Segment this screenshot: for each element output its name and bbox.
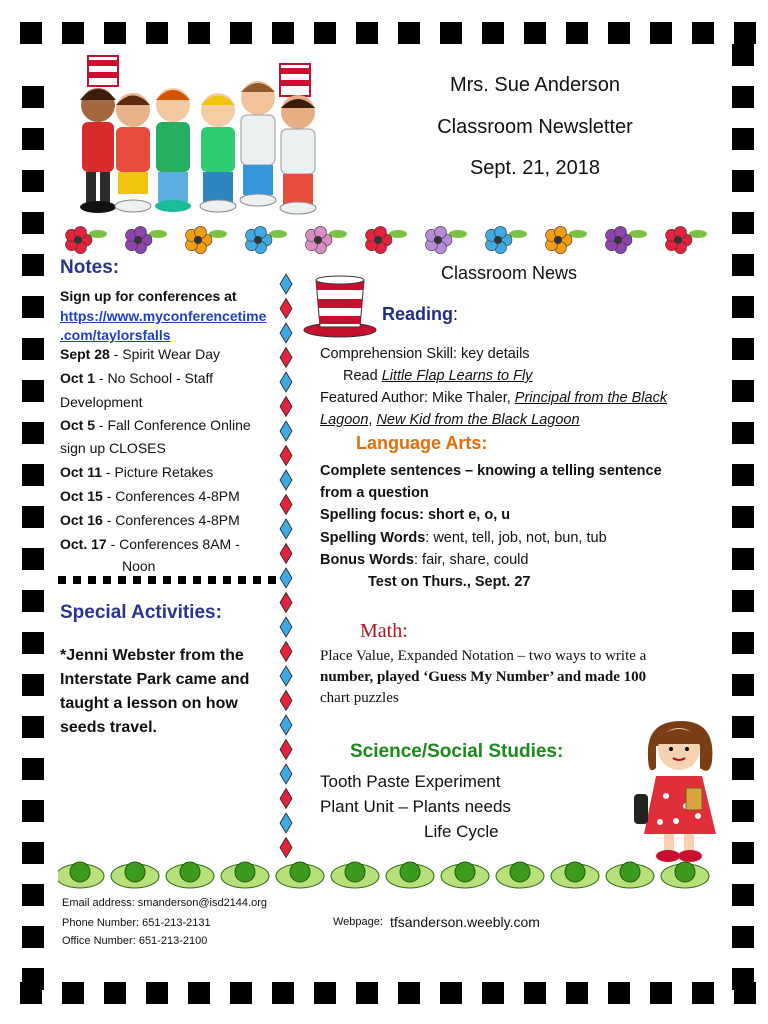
border-square bbox=[22, 548, 44, 570]
phone-number: Phone Number: 651-213-2131 bbox=[62, 917, 211, 929]
border-square bbox=[356, 982, 378, 1004]
science-title: Science/Social Studies: bbox=[350, 741, 564, 762]
fish-icon bbox=[280, 519, 292, 539]
fish-icon bbox=[280, 740, 292, 760]
author-book2: New Kid from the Black Lagoon bbox=[376, 412, 580, 428]
border-square bbox=[608, 982, 630, 1004]
flower-icon bbox=[186, 226, 227, 253]
notes-item-date: Oct 5 bbox=[60, 417, 96, 433]
math-line1: Place Value, Expanded Notation – two ways to write a bbox=[320, 648, 647, 664]
fish-icon bbox=[280, 544, 292, 564]
dash-square bbox=[88, 576, 96, 584]
fish-icon bbox=[280, 715, 292, 735]
border-square bbox=[732, 506, 754, 528]
border-square bbox=[732, 968, 754, 990]
fish-icon bbox=[280, 617, 292, 637]
border-square bbox=[22, 170, 44, 192]
notes-item-text: - Conferences 4-8PM bbox=[102, 488, 240, 504]
notes-item-date: Oct 11 bbox=[60, 464, 103, 480]
border-square bbox=[650, 22, 672, 44]
border-square bbox=[22, 296, 44, 318]
border-square bbox=[732, 842, 754, 864]
fish-icon bbox=[280, 789, 292, 809]
border-square bbox=[608, 22, 630, 44]
striped-hat-icon bbox=[302, 272, 378, 338]
fish-icon bbox=[280, 470, 292, 490]
border-square bbox=[566, 982, 588, 1004]
border-square bbox=[482, 982, 504, 1004]
border-square bbox=[188, 982, 210, 1004]
spelling-words bbox=[320, 527, 607, 549]
border-square bbox=[482, 22, 504, 44]
border-square bbox=[732, 758, 754, 780]
border-square bbox=[22, 758, 44, 780]
notes-item bbox=[122, 556, 155, 576]
fish-icon bbox=[280, 299, 292, 319]
border-square bbox=[650, 982, 672, 1004]
green-egg-icon bbox=[441, 862, 489, 888]
border-square bbox=[22, 422, 44, 444]
border-square bbox=[22, 506, 44, 528]
border-square bbox=[524, 22, 546, 44]
border-square bbox=[22, 338, 44, 360]
green-egg-icon bbox=[331, 862, 379, 888]
bonus-label: Bonus Words bbox=[320, 552, 414, 568]
border-square bbox=[732, 86, 754, 108]
teacher-name: Mrs. Sue Anderson bbox=[449, 74, 621, 96]
green-egg-icon bbox=[58, 862, 104, 888]
fish-icon bbox=[280, 642, 292, 662]
author-prefix: Featured Author: Mike Thaler, bbox=[320, 390, 515, 406]
notes-item-text: - No School - Staff bbox=[95, 370, 214, 386]
flower-icon bbox=[306, 226, 347, 253]
read-book-line bbox=[343, 365, 532, 387]
flower-border bbox=[56, 218, 716, 262]
notes-item-text: - Conferences 8AM - bbox=[106, 536, 240, 552]
green-egg-icon bbox=[661, 862, 709, 888]
science-line1: Tooth Paste Experiment bbox=[320, 772, 501, 791]
border-square bbox=[732, 800, 754, 822]
dash-square bbox=[178, 576, 186, 584]
border-square bbox=[104, 982, 126, 1004]
notes-item-date: Oct 16 bbox=[60, 512, 103, 528]
dash-square bbox=[223, 576, 231, 584]
special-activities-line: *Jenni Webster from the bbox=[60, 647, 244, 664]
border-square bbox=[524, 982, 546, 1004]
notes-item-text: sign up CLOSES bbox=[60, 440, 166, 456]
flower-icon bbox=[546, 226, 587, 253]
dash-square bbox=[148, 576, 156, 584]
featured-author-line2 bbox=[320, 409, 580, 431]
flower-icon bbox=[246, 226, 287, 253]
science-line2: Plant Unit – Plants needs bbox=[320, 797, 511, 816]
conference-link-line2[interactable]: .com/taylorsfalls bbox=[60, 327, 171, 343]
border-square bbox=[732, 380, 754, 402]
notes-item-text: Noon bbox=[122, 558, 156, 574]
dash-square bbox=[268, 576, 276, 584]
green-egg-icon bbox=[221, 862, 269, 888]
notes-item bbox=[60, 534, 240, 554]
border-square bbox=[398, 22, 420, 44]
notes-item bbox=[60, 462, 213, 482]
border-square bbox=[22, 842, 44, 864]
border-square bbox=[104, 22, 126, 44]
dash-square bbox=[163, 576, 171, 584]
border-square bbox=[146, 22, 168, 44]
language-arts-title: Language Arts: bbox=[356, 433, 488, 453]
dash-square bbox=[193, 576, 201, 584]
border-square bbox=[398, 982, 420, 1004]
notes-item-date: Oct 15 bbox=[60, 488, 103, 504]
math-line2: number, played ‘Guess My Number’ and made 100 bbox=[320, 669, 647, 685]
border-square bbox=[22, 254, 44, 276]
fish-icon bbox=[280, 397, 292, 417]
spelling-value: : went, tell, job, not, bun, tub bbox=[425, 530, 607, 546]
notes-item bbox=[60, 510, 240, 530]
border-square bbox=[732, 212, 754, 234]
spelling-focus: Spelling focus: short e, o, u bbox=[320, 507, 511, 523]
fish-icon bbox=[280, 691, 292, 711]
newsletter-date: Sept. 21, 2018 bbox=[469, 157, 601, 179]
dash-square bbox=[133, 576, 141, 584]
special-activities-line: Interstate Park came and bbox=[60, 671, 250, 688]
border-square bbox=[22, 128, 44, 150]
border-square bbox=[22, 926, 44, 948]
border-square bbox=[732, 716, 754, 738]
spelling-test: Test on Thurs., Sept. 27 bbox=[368, 574, 531, 590]
border-square bbox=[732, 926, 754, 948]
border-square bbox=[356, 22, 378, 44]
border-square bbox=[732, 254, 754, 276]
border-square bbox=[20, 22, 42, 44]
conference-signup-text: Sign up for conferences at bbox=[60, 288, 237, 304]
notes-item-text: - Spirit Wear Day bbox=[109, 346, 221, 362]
comprehension-skill: Comprehension Skill: key details bbox=[320, 346, 530, 362]
border-square bbox=[62, 982, 84, 1004]
border-square bbox=[22, 884, 44, 906]
notes-item bbox=[60, 344, 220, 364]
notes-item bbox=[60, 438, 166, 458]
border-square bbox=[22, 968, 44, 990]
border-square bbox=[22, 632, 44, 654]
border-square bbox=[22, 674, 44, 696]
fish-icon bbox=[280, 813, 292, 833]
green-egg-icon bbox=[276, 862, 324, 888]
notes-item bbox=[60, 392, 143, 412]
science-line3: Life Cycle bbox=[424, 822, 499, 841]
girl-clipart bbox=[626, 716, 720, 864]
fish-icon bbox=[280, 348, 292, 368]
reading-colon: : bbox=[453, 304, 459, 324]
border-square bbox=[734, 22, 756, 44]
border-square bbox=[22, 464, 44, 486]
bonus-value: : fair, share, could bbox=[413, 552, 529, 568]
special-activities-title: Special Activities: bbox=[60, 602, 222, 623]
border-square bbox=[22, 716, 44, 738]
flower-icon bbox=[426, 226, 467, 253]
border-square bbox=[732, 590, 754, 612]
spelling-label: Spelling Words bbox=[320, 530, 426, 546]
notes-item-text: Development bbox=[60, 394, 143, 410]
green-egg-icon bbox=[551, 862, 599, 888]
dash-square bbox=[73, 576, 81, 584]
border-square bbox=[188, 22, 210, 44]
conference-link-line1[interactable]: https://www.myconferencetime bbox=[60, 308, 267, 324]
webpage-url[interactable]: tfsanderson.weebly.com bbox=[390, 914, 540, 930]
reading-heading bbox=[382, 304, 458, 325]
classroom-news-title: Classroom News bbox=[441, 263, 578, 283]
border-square bbox=[440, 982, 462, 1004]
fish-icon bbox=[280, 568, 292, 588]
flower-icon bbox=[66, 226, 107, 253]
dash-square bbox=[58, 576, 66, 584]
border-square bbox=[62, 22, 84, 44]
border-square bbox=[22, 590, 44, 612]
border-square bbox=[440, 22, 462, 44]
border-square bbox=[272, 22, 294, 44]
author-book1b: Lagoon bbox=[320, 412, 369, 428]
border-square bbox=[732, 884, 754, 906]
notes-title: Notes: bbox=[60, 257, 120, 278]
flower-icon bbox=[606, 226, 647, 253]
border-square bbox=[272, 982, 294, 1004]
special-activities-line: taught a lesson on how bbox=[60, 695, 238, 712]
featured-author-line bbox=[320, 387, 667, 409]
border-square bbox=[230, 982, 252, 1004]
notes-item bbox=[60, 415, 251, 435]
border-square bbox=[230, 22, 252, 44]
author-book1: Principal from the Black bbox=[514, 390, 668, 406]
reading-title: Reading bbox=[382, 304, 454, 324]
flower-icon bbox=[486, 226, 527, 253]
dash-square bbox=[253, 576, 261, 584]
fish-icon bbox=[280, 372, 292, 392]
math-title: Math: bbox=[360, 620, 408, 642]
fish-icon bbox=[280, 274, 292, 294]
author-sep: , bbox=[368, 412, 377, 428]
notes-item-date: Oct 1 bbox=[60, 370, 96, 386]
fish-icon bbox=[280, 323, 292, 343]
math-line3: chart puzzles bbox=[320, 690, 399, 706]
fish-icon bbox=[280, 593, 292, 613]
read-prefix: Read bbox=[343, 368, 382, 384]
border-square bbox=[22, 800, 44, 822]
border-square bbox=[146, 982, 168, 1004]
fish-icon bbox=[280, 421, 292, 441]
border-square bbox=[732, 128, 754, 150]
dash-square bbox=[208, 576, 216, 584]
fish-icon bbox=[280, 495, 292, 515]
notes-divider bbox=[58, 576, 276, 584]
border-square bbox=[314, 22, 336, 44]
green-egg-icon bbox=[386, 862, 434, 888]
border-square bbox=[732, 548, 754, 570]
notes-item bbox=[60, 486, 240, 506]
notes-item-text: - Fall Conference Online bbox=[95, 417, 251, 433]
border-square bbox=[22, 212, 44, 234]
green-egg-icon bbox=[166, 862, 214, 888]
newsletter-title: Classroom Newsletter bbox=[437, 116, 633, 138]
green-eggs-border bbox=[58, 852, 718, 892]
border-square bbox=[732, 170, 754, 192]
dash-square bbox=[238, 576, 246, 584]
border-square bbox=[732, 632, 754, 654]
border-square bbox=[732, 674, 754, 696]
border-square bbox=[732, 296, 754, 318]
green-egg-icon bbox=[111, 862, 159, 888]
flower-icon bbox=[366, 226, 407, 253]
border-square bbox=[314, 982, 336, 1004]
notes-item-date: Oct. 17 bbox=[60, 536, 107, 552]
language-line1: Complete sentences – knowing a telling sentence bbox=[320, 463, 662, 479]
read-book-title: Little Flap Learns to Fly bbox=[381, 368, 533, 384]
children-clipart bbox=[58, 50, 340, 220]
border-square bbox=[692, 982, 714, 1004]
email-address: Email address: smanderson@isd2144.org bbox=[62, 897, 267, 909]
border-square bbox=[22, 86, 44, 108]
bonus-words bbox=[320, 549, 528, 571]
border-square bbox=[732, 338, 754, 360]
fish-icon bbox=[280, 446, 292, 466]
special-activities-line: seeds travel. bbox=[60, 719, 157, 736]
border-square bbox=[566, 22, 588, 44]
fish-icon bbox=[280, 764, 292, 784]
notes-item bbox=[60, 368, 213, 388]
border-square bbox=[22, 380, 44, 402]
green-egg-icon bbox=[496, 862, 544, 888]
vertical-divider bbox=[278, 268, 294, 858]
border-square bbox=[692, 22, 714, 44]
fish-icon bbox=[280, 666, 292, 686]
border-square bbox=[732, 464, 754, 486]
flower-icon bbox=[126, 226, 167, 253]
flower-icon bbox=[666, 226, 707, 253]
notes-item-text: - Conferences 4-8PM bbox=[102, 512, 240, 528]
border-square bbox=[732, 44, 754, 66]
office-number: Office Number: 651-213-2100 bbox=[62, 935, 208, 947]
webpage-label: Webpage: bbox=[333, 916, 383, 928]
language-line2: from a question bbox=[320, 485, 429, 501]
green-egg-icon bbox=[606, 862, 654, 888]
border-square bbox=[732, 422, 754, 444]
dash-square bbox=[118, 576, 126, 584]
dash-square bbox=[103, 576, 111, 584]
notes-item-text: - Picture Retakes bbox=[102, 464, 214, 480]
notes-item-date: Sept 28 bbox=[60, 346, 110, 362]
